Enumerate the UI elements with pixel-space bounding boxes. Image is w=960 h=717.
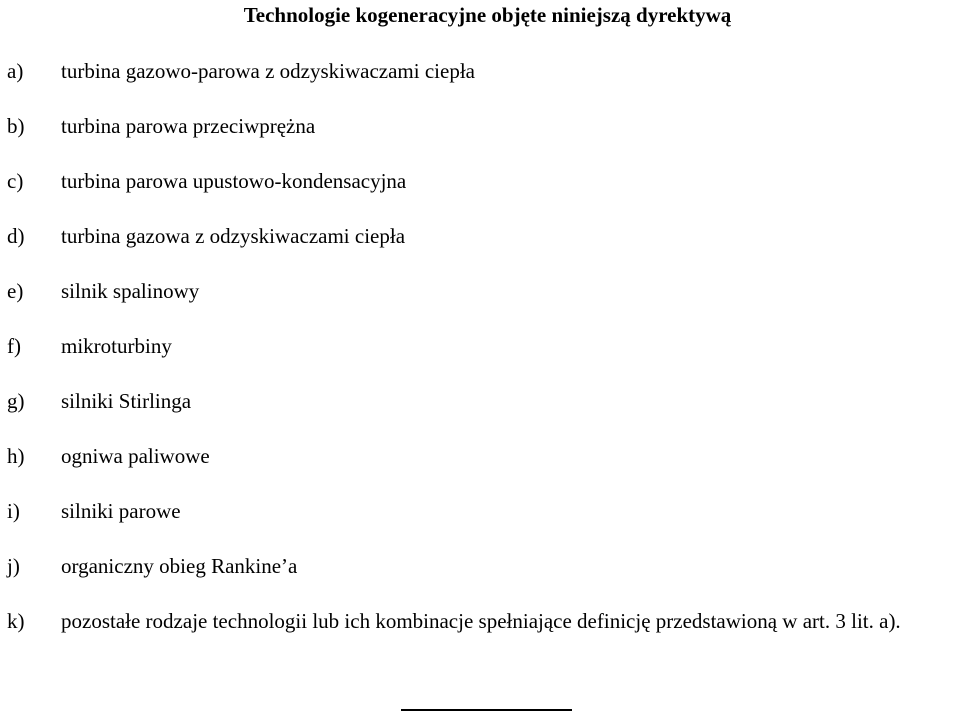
- list-item-label: a): [7, 59, 24, 83]
- list-item-label: d): [7, 224, 25, 248]
- list-item-text: turbina parowa przeciwprężna: [61, 114, 316, 138]
- list-item-label: b): [7, 114, 25, 138]
- list-item-text: silniki parowe: [61, 499, 181, 523]
- list-item-label: g): [7, 389, 25, 413]
- list-item-text: silnik spalinowy: [61, 279, 200, 303]
- document-title: Technologie kogeneracyjne objęte niniejszą dyrektywą: [243, 3, 732, 27]
- list-item-text: pozostałe rodzaje technologii lub ich kombinacje spełniające definicję przedstawioną w art. 3 lit. a).: [61, 609, 901, 633]
- footnote-separator-line: [401, 709, 572, 711]
- list-item-label: i): [7, 499, 20, 523]
- list-item-label: j): [7, 554, 20, 578]
- list-item-text: mikroturbiny: [61, 334, 172, 358]
- list-item-label: k): [7, 609, 25, 633]
- list-item-text: turbina gazowo-parowa z odzyskiwaczami ciepła: [61, 59, 475, 83]
- list-item-label: f): [7, 334, 21, 358]
- list-item-text: organiczny obieg Rankine’a: [61, 554, 298, 578]
- list-item-text: silniki Stirlinga: [61, 389, 192, 413]
- list-item-label: c): [7, 169, 24, 193]
- list-item-text: ogniwa paliwowe: [61, 444, 210, 468]
- list-item-text: turbina gazowa z odzyskiwaczami ciepła: [61, 224, 406, 248]
- list-item-label: e): [7, 279, 24, 303]
- list-item-text: turbina parowa upustowo-kondensacyjna: [61, 169, 407, 193]
- list-item-label: h): [7, 444, 25, 468]
